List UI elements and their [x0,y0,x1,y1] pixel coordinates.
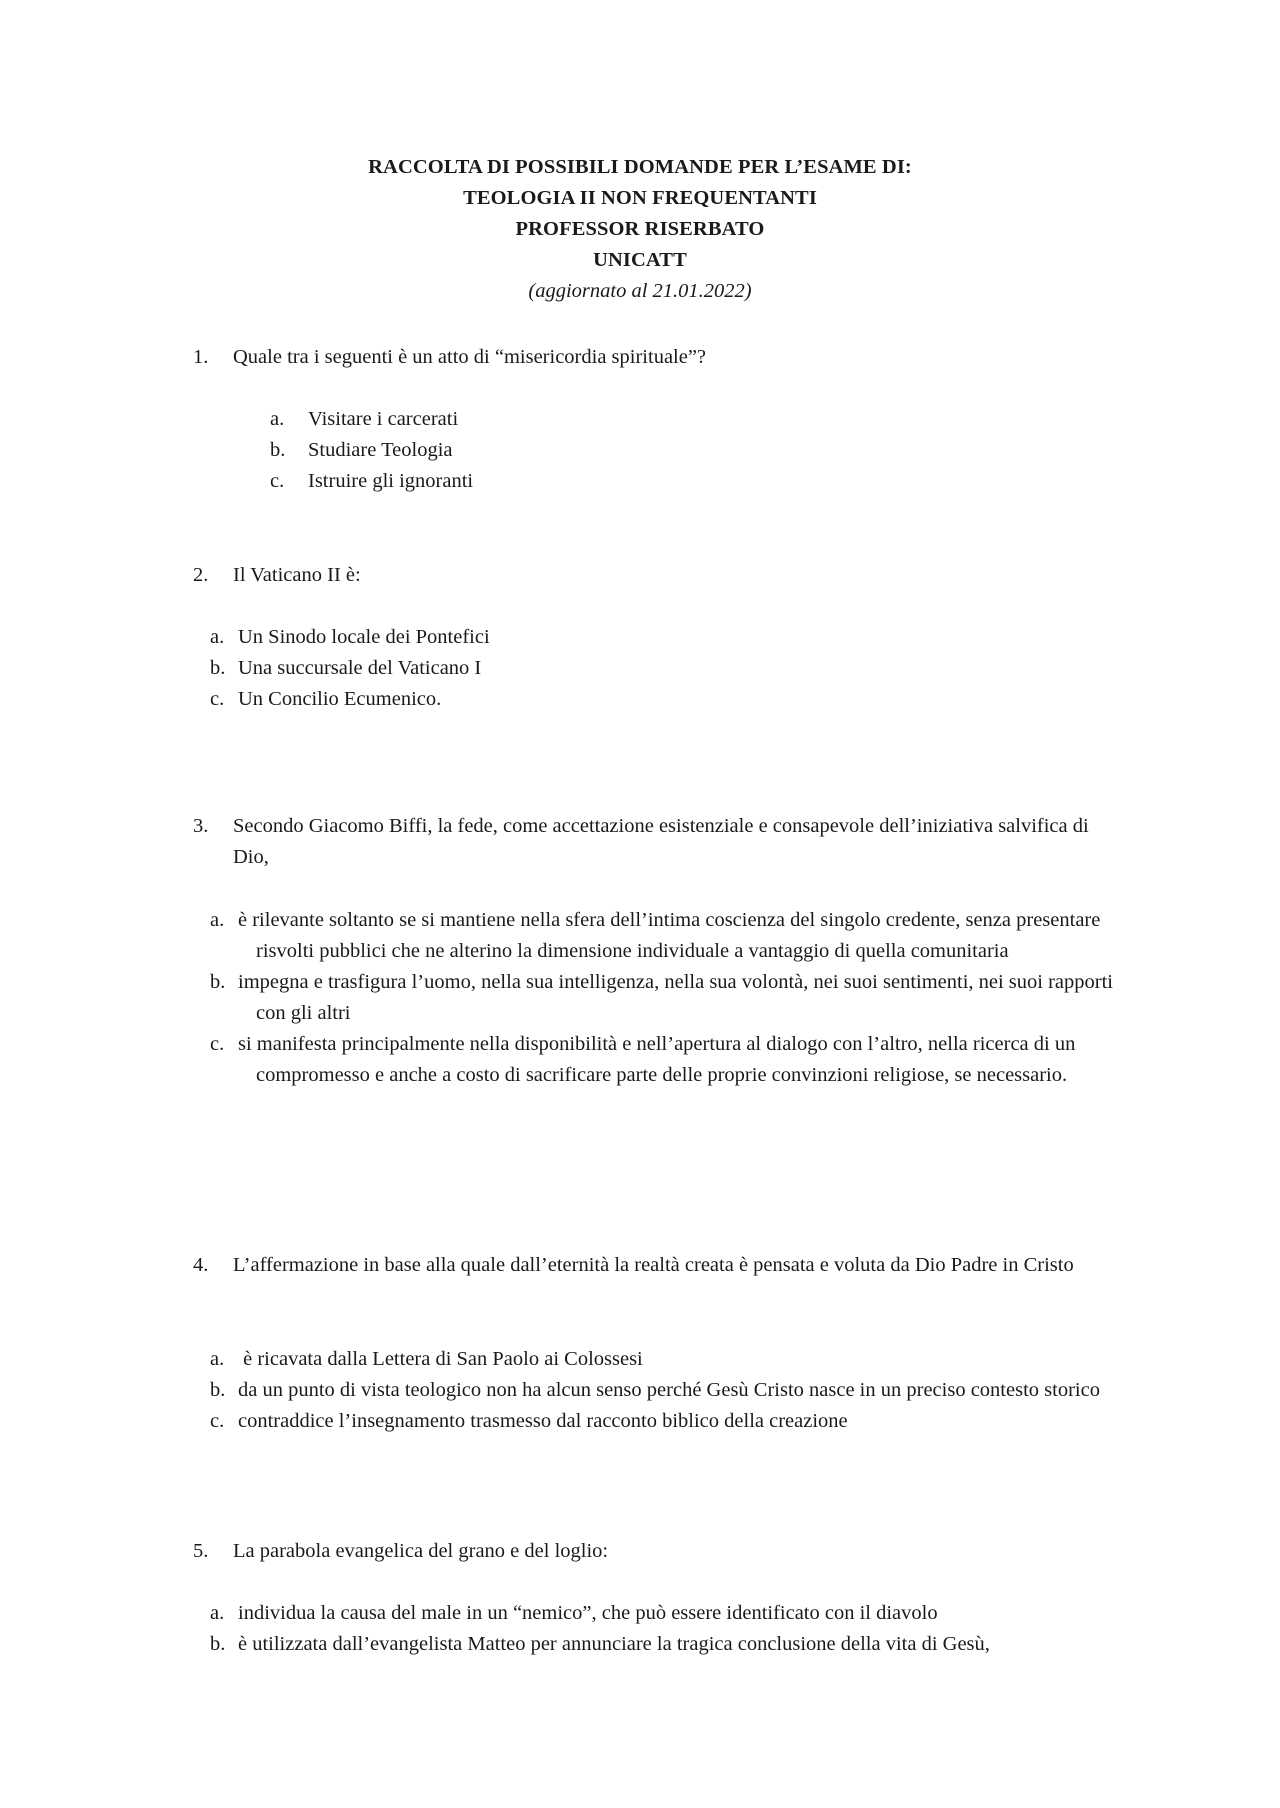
question-text: Secondo Giacomo Biffi, la fede, come accettazione esistenziale e consapevole dell’iniziativa salvifica di Dio, [233,815,1089,868]
question-1-options [270,404,473,497]
option-text: individua la causa del male in un “nemico”, che può essere identificato con il diavolo [238,1602,938,1624]
question-text: Quale tra i seguenti è un atto di “misericordia spirituale”? [233,346,707,368]
option-c [270,466,473,497]
question-number: 3. [193,815,209,837]
option-a: a. è ricavata dalla Lettera di San Paolo ai Colossesi [210,1348,643,1370]
question-2-options [210,622,1133,715]
header-professor: PROFESSOR RISERBATO [515,218,765,240]
option-text: impegna e trasfigura l’uomo, nella sua intelligenza, nella sua volontà, nei suoi sentimenti, nei suoi rapporti con gli altri [238,971,1114,1024]
option-b: b. da un punto di vista teologico non ha alcun senso perché Gesù Cristo nasce in un preciso contesto storico [210,1379,1100,1401]
option-text: Un Sinodo locale dei Pontefici [238,626,490,648]
question-number: 4. [193,1254,209,1276]
document-header [0,152,1280,307]
question-number: 1. [193,346,209,368]
header-title: RACCOLTA DI POSSIBILI DOMANDE PER L’ESAME DI: [368,156,912,178]
option-text: Un Concilio Ecumenico. [238,688,442,710]
question-4 [193,1250,1123,1281]
header-course: TEOLOGIA II NON FREQUENTANTI [463,187,817,209]
option-c: c. contraddice l’insegnamento trasmesso dal racconto biblico della creazione [210,1410,848,1432]
option-a [270,404,473,435]
option-letter: c. [270,470,285,492]
option-text: è ricavata dalla Lettera di San Paolo ai Colossesi [238,1348,643,1370]
option-text: Studiare Teologia [308,439,453,461]
option-text: Istruire gli ignoranti [308,470,474,492]
option-text: si manifesta principalmente nella disponibilità e nell’apertura al dialogo con l’altro, nella ricerca di un compromesso e anche a costo di sacrificare parte delle proprie convinzioni religiose, se necessario. [238,1033,1076,1086]
question-number: 5. [193,1540,209,1562]
option-b [270,435,473,466]
option-text: Una succursale del Vaticano I [238,657,482,679]
option-text: contraddice l’insegnamento trasmesso dal racconto biblico della creazione [238,1410,848,1432]
option-text: da un punto di vista teologico non ha alcun senso perché Gesù Cristo nasce in un preciso contesto storico [238,1379,1100,1401]
option-letter: b. [270,439,286,461]
question-number: 2. [193,564,209,586]
question-4-options [210,1344,1133,1437]
header-updated-date: (aggiornato al 21.01.2022) [528,280,752,302]
question-text: La parabola evangelica del grano e del loglio: [233,1540,609,1562]
option-c: c. Un Concilio Ecumenico. [210,688,442,710]
option-a: a. è rilevante soltanto se si mantiene nella sfera dell’intima coscienza del singolo credente, senza presentare risvolti pubblici che ne alterino la dimensione individuale a vantaggio di quella comunitaria [210,909,1101,962]
question-3 [193,811,1123,873]
option-b: b. Una succursale del Vaticano I [210,657,482,679]
question-5 [193,1536,1123,1567]
question-3-options [210,905,1133,1091]
option-a: a. individua la causa del male in un “nemico”, che può essere identificato con il diavolo [210,1602,938,1624]
option-b: b. è utilizzata dall’evangelista Matteo per annunciare la tragica conclusione della vita di Gesù, [210,1633,990,1655]
option-text: è utilizzata dall’evangelista Matteo per annunciare la tragica conclusione della vita di Gesù, [238,1633,990,1655]
question-2 [193,560,1123,591]
question-text: Il Vaticano II è: [233,564,361,586]
header-university: UNICATT [593,249,687,271]
option-text: Visitare i carcerati [308,408,459,430]
question-5-options [210,1598,1193,1660]
option-letter: a. [270,408,285,430]
option-text: è rilevante soltanto se si mantiene nella sfera dell’intima coscienza del singolo credente, senza presentare risvolti pubblici che ne alterino la dimensione individuale a vantaggio di quella comunitaria [238,909,1101,962]
option-c: c. si manifesta principalmente nella disponibilità e nell’apertura al dialogo con l’altro, nella ricerca di un compromesso e anche a costo di sacrificare parte delle proprie convinzioni religiose, se necessario. [210,1033,1076,1086]
question-1 [193,342,1123,373]
option-b: b. impegna e trasfigura l’uomo, nella sua intelligenza, nella sua volontà, nei suoi sentimenti, nei suoi rapporti con gli altri [210,971,1114,1024]
question-text: L’affermazione in base alla quale dall’eternità la realtà creata è pensata e voluta da Dio Padre in Cristo [233,1254,1074,1276]
option-a: a. Un Sinodo locale dei Pontefici [210,626,490,648]
